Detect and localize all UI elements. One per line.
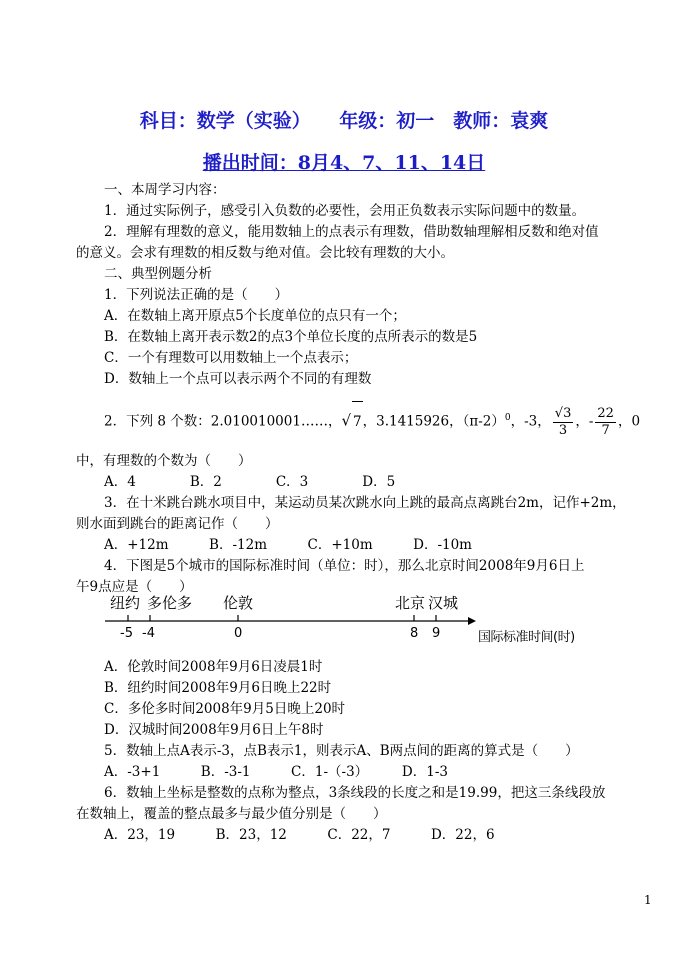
page-number: 1 xyxy=(644,893,652,907)
city-label-london: 伦敦 xyxy=(223,594,254,612)
city-label-newyork: 纽约 xyxy=(110,594,141,612)
content-item-2-cont: 的意义。会求有理数的相反数与绝对值。会比较有理数的大小。 xyxy=(76,245,454,261)
axis-title: 国际标准时间(时) xyxy=(478,630,575,645)
q4-option-b: B．纽约时间2008年9月6日晚上22时 xyxy=(104,680,332,696)
q2-fraction-22-over-7: $\frac{22}{7}$ xyxy=(597,405,614,438)
tick-label: 0 xyxy=(234,626,243,641)
q2-continuation: 中，有理数的个数为（ ） xyxy=(76,453,252,469)
tick-label: -5 xyxy=(120,626,133,641)
q1-option-b: B．在数轴上离开表示数2的点3个单位长度的点所表示的数是5 xyxy=(104,329,478,345)
city-label-toronto: 多伦多 xyxy=(147,594,193,612)
question-3: 3．在十米跳台跳水项目中，某运动员某次跳水向上跳的最高点离跳台2m，记作+2m， xyxy=(104,495,626,511)
q4-option-c: C．多伦多时间2008年9月5日晚上20时 xyxy=(104,701,346,717)
question-1: 1．下列说法正确的是（ ） xyxy=(104,287,289,303)
q2-text-comma: ，- xyxy=(575,413,594,430)
q2-fraction-sqrt3-over-3: $\frac{√3}{3}$ xyxy=(554,405,572,438)
subject-header: 科目：数学（实验） 年级：初一 教师：袁爽 xyxy=(139,110,549,132)
content-item-1: 1．通过实际例子，感受引入负数的必要性，会用正负数表示实际问题中的数量。 xyxy=(104,203,586,219)
question-6: 6．数轴上坐标是整数的点称为整点，3条线段的长度之和是19.99，把这三条线段放 xyxy=(104,785,606,801)
broadcast-time-header: 播出时间：8月4、7、11、14日 xyxy=(202,152,486,174)
section-1-heading: 一、本周学习内容： xyxy=(104,182,226,198)
q1-option-a: A．在数轴上离开原点5个长度单位的点只有一个； xyxy=(104,308,406,324)
q2-text-pre: 2．下列 8 个数：2.010010001……， xyxy=(104,413,342,430)
content-item-2: 2．理解有理数的意义，能用数轴上的点表示有理数，借助数轴理解相反数和绝对值 xyxy=(104,224,599,240)
city-label-seoul: 汉城 xyxy=(428,594,459,612)
q1-option-d: D．数轴上一个点可以表示两个不同的有理数 xyxy=(104,371,372,387)
question-5: 5．数轴上点A表示-3，点B表示1，则表示A、B两点间的距离的算式是（ ） xyxy=(104,743,579,759)
tick-label: 9 xyxy=(432,626,441,641)
q3-options: A．+12m B．-12m C．+10m D．-10m xyxy=(104,537,472,553)
timezone-number-line xyxy=(100,592,575,645)
q5-options: A．-3+1 B．-3-1 C．1-（-3） D．1-3 xyxy=(104,764,448,780)
q2-text-after: ，-3， xyxy=(510,413,551,430)
q2-options: A．4 B．2 C．3 D．5 xyxy=(104,474,396,490)
tick-label: 8 xyxy=(410,626,419,641)
q2-exponent: 0 xyxy=(504,413,511,423)
q2-text-mid: ，3.1415926，（π-2） xyxy=(362,413,505,430)
section-2-heading: 二、典型例题分析 xyxy=(104,266,212,282)
q2-sqrt7: 7 xyxy=(352,401,363,442)
q4-option-a: A．伦敦时间2008年9月6日凌晨1时 xyxy=(104,659,323,675)
q2-text-end: ，0 xyxy=(617,413,641,430)
question-6-cont: 在数轴上，覆盖的整点最多与最少值分别是（ ） xyxy=(76,806,387,822)
question-4: 4．下图是5个城市的国际标准时间（单位：时），那么北京时间2008年9月6日上 xyxy=(104,558,585,574)
axis-arrow-icon xyxy=(468,617,476,625)
q6-options: A．23，19 B．23，12 C．22，7 D．22，6 xyxy=(104,827,495,843)
question-3-cont: 则水面到跳台的距离记作（ ） xyxy=(76,516,279,532)
question-2 xyxy=(104,398,640,442)
question-4-cont: 午9点应是（ ） xyxy=(76,579,193,595)
sqrt-icon: √ xyxy=(341,411,352,430)
tick-label: -4 xyxy=(142,626,155,641)
city-label-beijing: 北京 xyxy=(395,594,426,612)
q1-option-c: C．一个有理数可以用数轴上一个点表示； xyxy=(104,350,358,366)
q4-option-d: D．汉城时间2008年9月6日上午8时 xyxy=(104,722,324,738)
